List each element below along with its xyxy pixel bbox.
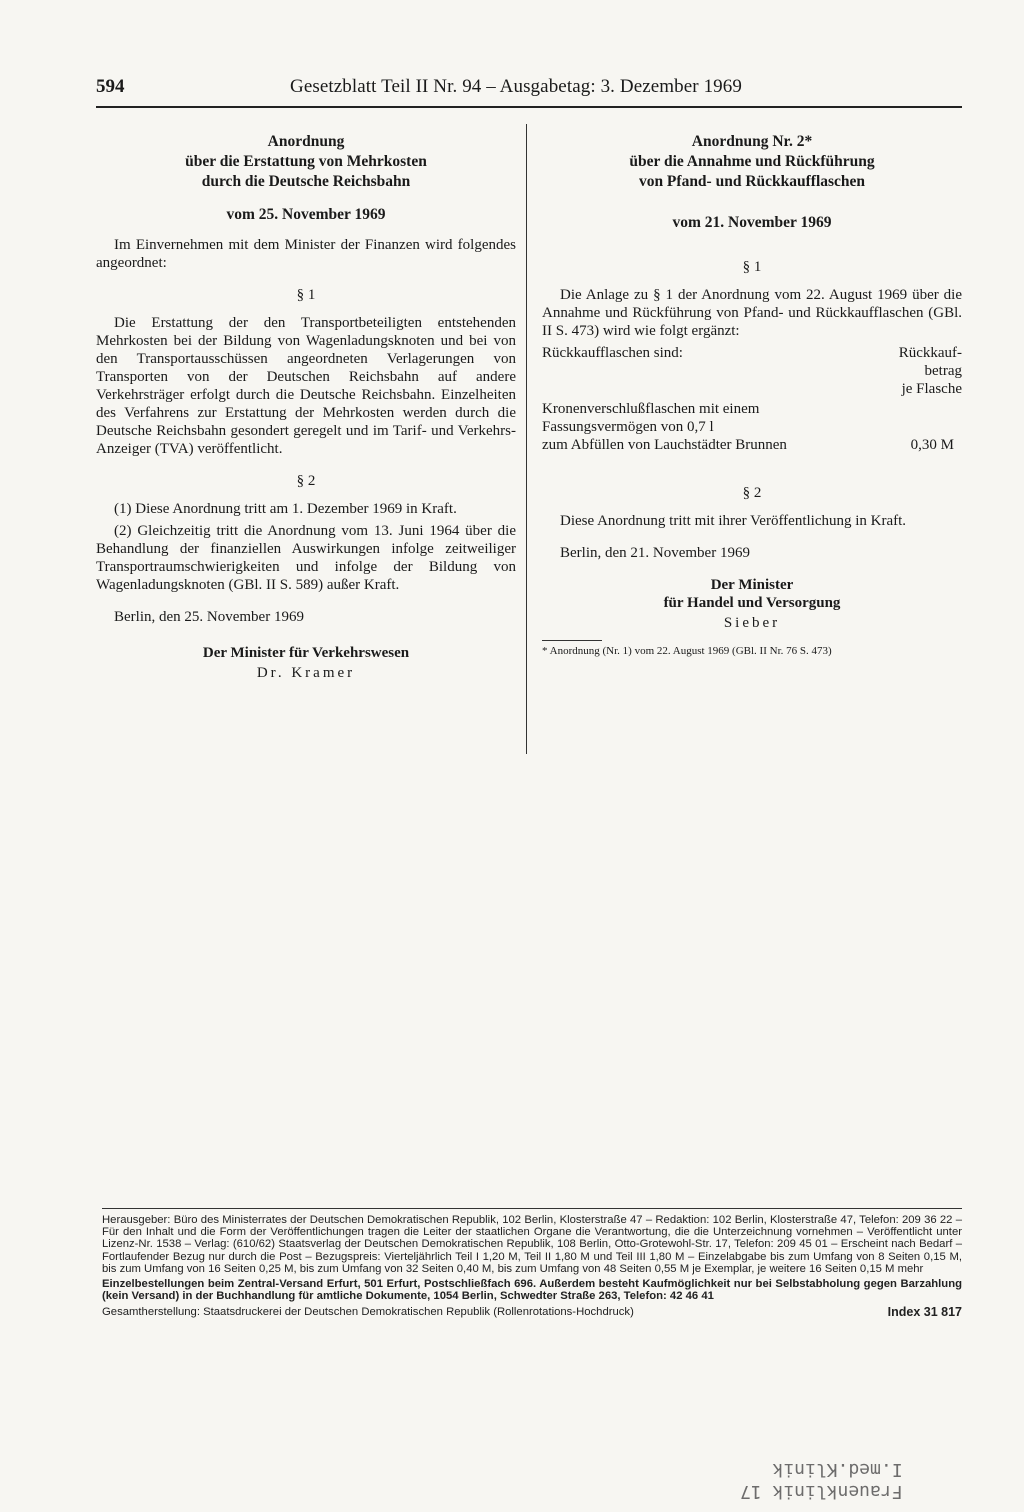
bottle-table-header-left: Rückkaufflaschen sind: [542,345,683,361]
right-date: vom 21. November 1969 [672,214,832,231]
bottle-table-header-right-line: Rückkauf- [898,345,962,361]
header-rule [96,106,962,108]
left-column [96,132,516,682]
bottle-table-header-right [899,344,962,398]
bottle-table-row-line: zum Abfüllen von Lauchstädter Brunnen [542,437,787,453]
left-section-1-heading: § 1 [296,287,316,303]
right-column [542,132,962,658]
left-section-2-para-1: (1) Diese Anordnung tritt am 1. Dezember 1969 in Kraft. [114,501,457,517]
bottle-table-row-line: Fassungsvermögen von 0,7 l [542,419,714,435]
left-section-2-para-2: (2) Gleichzeitig tritt die Anordnung vom 13. Juni 1964 über die Behandlung der finanziellen Auswirkungen infolge zeitweiliger Transportraumschwierigkeiten und infolge der Bildung von Wagenladungsknoten (GBl. II S. 589) außer Kraft. [96,523,516,593]
right-title-line: über die Annahme und Rückführung [629,153,875,170]
imprint-orders: Einzelbestellungen beim Zentral-Versand Erfurt, 501 Erfurt, Postschließfach 696. Außerdem besteht Kaufmöglichkeit nur bei Selbstabholung gegen Barzahlung (kein Versand) in der Buchhandlung für amtliche Dokumente, 1054 Berlin, Schwedter Straße 263, Telefon: 42 46 41 [102,1278,962,1303]
left-section-1-text: Die Erstattung der den Transportbeteiligten entstehenden Mehrkosten bei der Bildung von Wagenladungsknoten und bei von den Transportausschüssen angeordneten Verlagerungen von Transporten von der Deutschen Reichsbahn auf andere Verkehrsträger erfolgt durch die Deutsche Reichsbahn. Einzelheiten des Verfahrens zur Erstattung der Mehrkosten werden durch die Deutsche Reichsbahn gesondert geregelt und im Tarif- und Verkehrs-Anzeiger (TVA) veröffentlicht. [96,315,516,457]
bottle-table-header [542,344,962,398]
imprint-production: Gesamtherstellung: Staatsdruckerei der Deutschen Demokratischen Republik (Rollenrotations-Hochdruck) [102,1306,634,1319]
left-section-2-heading: § 2 [296,473,316,489]
stamp-line: Frauenklinik 17 [740,1481,903,1502]
right-title-line: von Pfand- und Rückkaufflaschen [638,173,866,190]
right-signer-name: Sieber [723,615,781,631]
left-signer-title: Der Minister für Verkehrswesen [202,645,410,661]
page-number: 594 [96,76,125,97]
column-divider [526,124,527,754]
bottle-table-row [542,400,962,454]
bottle-table-row-value: 0,30 M [910,437,954,453]
bottle-table-row-label [542,400,787,454]
imprint-production-row [102,1306,962,1318]
right-section-1-text: Die Anlage zu § 1 der Anordnung vom 22. August 1969 über die Annahme und Rückführung von Pfand- und Rückkaufflaschen (GBl. II S. 473) wird wie folgt ergänzt: [542,287,962,339]
imprint-rule [102,1208,962,1209]
left-title [96,132,516,192]
right-signer-line: Der Minister [710,577,794,593]
left-place-date: Berlin, den 25. November 1969 [114,609,304,625]
footnote: * Anordnung (Nr. 1) vom 22. August 1969 (GBl. II Nr. 76 S. 473) [542,645,832,657]
right-title-line: Anordnung Nr. 2* [691,133,813,150]
right-title [542,132,962,192]
left-intro: Im Einvernehmen mit dem Minister der Finanzen wird folgendes angeordnet: [96,237,516,271]
imprint [102,1214,962,1319]
left-date: vom 25. November 1969 [226,206,386,223]
right-section-1-heading: § 1 [742,259,762,275]
right-signer-title [542,576,962,612]
right-section-2-heading: § 2 [742,485,762,501]
gazette-header-title: Gesetzblatt Teil II Nr. 94 – Ausgabetag: 3. Dezember 1969 [290,76,742,97]
left-signer-name: Dr. Kramer [256,665,356,681]
library-stamp [740,1458,903,1502]
index-number: Index 31 817 [887,1305,962,1320]
bottle-table-header-right-line: betrag [924,363,962,379]
right-signer-line: für Handel und Versorgung [663,595,841,611]
left-title-line: durch die Deutsche Reichsbahn [201,173,411,190]
right-place-date: Berlin, den 21. November 1969 [560,545,750,561]
right-section-2-text: Diese Anordnung tritt mit ihrer Veröffentlichung in Kraft. [560,513,907,529]
imprint-publisher: Herausgeber: Büro des Ministerrates der Deutschen Demokratischen Republik, 102 Berlin, Klosterstraße 47 – Redaktion: 102 Berlin, Klosterstraße 47, Telefon: 209 36 22 – Für den Inhalt und die Form der Veröffentlichungen tragen die Leiter der staatlichen Organe die Verantwortung, die die Unterzeichnung vornehmen – Veröffentlicht unter Lizenz-Nr. 1538 – Verlag: (610/62) Staatsverlag der Deutschen Demokratischen Republik, 108 Berlin, Otto-Grotewohl-Str. 17, Telefon: 209 45 01 – Erscheint nach Bedarf – Fortlaufender Bezug nur durch die Post – Bezugspreis: Vierteljährlich Teil I 1,20 M, Teil II 1,80 M und Teil III 1,80 M – Einzelabgabe bis zum Umfang von 8 Seiten 0,15 M, bis zum Umfang von 16 Seiten 0,25 M, bis zum Umfang von 32 Seiten 0,40 M, bis zum Umfang von 48 Seiten 0,55 M je Exemplar, je weitere 16 Seiten 0,15 M mehr [102,1214,962,1275]
stamp-line: I.med.Klinik [772,1459,903,1480]
footnote-rule [542,640,602,641]
bottle-table-header-right-line: je Flasche [901,381,962,397]
left-title-line: über die Erstattung von Mehrkosten [185,153,427,170]
left-title-line: Anordnung [267,133,345,150]
bottle-table-row-line: Kronenverschlußflaschen mit einem [542,401,760,417]
